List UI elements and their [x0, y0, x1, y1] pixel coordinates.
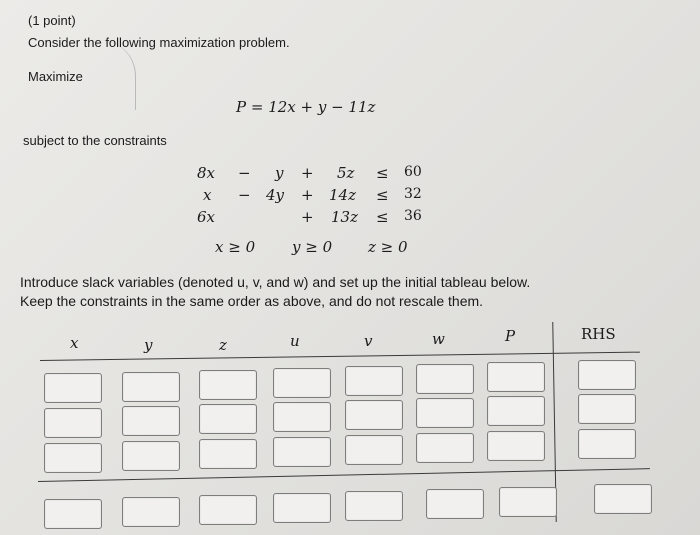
tableau-cell-r1-p[interactable]	[487, 362, 545, 392]
tableau-cell-r1-v[interactable]	[345, 366, 403, 396]
tableau-cell-r4-p[interactable]	[499, 487, 557, 517]
tableau-header-rule	[40, 352, 640, 361]
tableau-cell-r2-z[interactable]	[199, 404, 257, 434]
constraint-1-op-2: +	[301, 164, 314, 182]
tableau-cell-r1-y[interactable]	[122, 372, 180, 402]
tableau-cell-r2-v[interactable]	[345, 400, 403, 430]
tableau-cell-r4-u[interactable]	[273, 493, 331, 523]
constraint-1-relation: ≤	[376, 164, 389, 182]
tableau-cell-r3-w[interactable]	[416, 433, 474, 463]
nonneg-y: y ≥ 0	[292, 238, 333, 256]
tableau-cell-r4-y[interactable]	[122, 497, 180, 527]
constraint-2-relation: ≤	[376, 186, 389, 204]
constraint-1-term-1: 8x	[197, 164, 216, 182]
constraint-2-term-3: 14z	[329, 186, 356, 204]
tableau-header-rhs: RHS	[581, 325, 616, 343]
tableau-header-y: y	[144, 336, 153, 354]
tableau-cell-r3-p[interactable]	[487, 431, 545, 461]
constraint-1-op-1: −	[238, 164, 251, 182]
constraint-3-term-1: 6x	[197, 208, 216, 226]
tableau-cell-r2-p[interactable]	[487, 396, 545, 426]
constraint-2-term-2: 4y	[266, 186, 285, 204]
tableau-cell-r2-u[interactable]	[273, 402, 331, 432]
maximize-label: Maximize	[28, 69, 83, 84]
tableau-cell-r3-u[interactable]	[273, 437, 331, 467]
tableau-cell-r2-x[interactable]	[44, 408, 102, 438]
problem-intro: Consider the following maximization problem.	[28, 35, 290, 50]
constraint-2-rhs: 32	[404, 186, 422, 202]
constraint-2-op-2: +	[301, 186, 314, 204]
constraint-3-rhs: 36	[404, 208, 422, 224]
tableau-header-w: w	[432, 330, 445, 348]
tableau-header-x: x	[70, 334, 79, 352]
instructions-line-2: Keep the constraints in the same order as above, and do not rescale them.	[20, 293, 484, 309]
tableau-cell-r4-rhs[interactable]	[594, 484, 652, 514]
tableau-cell-r3-y[interactable]	[122, 441, 180, 471]
constraint-3-relation: ≤	[376, 208, 389, 226]
tableau-cell-r1-u[interactable]	[273, 368, 331, 398]
tableau-cell-r4-x[interactable]	[44, 499, 102, 529]
tableau-cell-r1-x[interactable]	[44, 373, 102, 403]
tableau-cell-r4-v[interactable]	[345, 491, 403, 521]
constraint-3-op-2: +	[301, 208, 314, 226]
nonneg-z: z ≥ 0	[368, 238, 408, 256]
constraints-label: subject to the constraints	[23, 133, 167, 148]
tableau-cell-r2-y[interactable]	[122, 406, 180, 436]
tableau-cell-r3-x[interactable]	[44, 443, 102, 473]
constraint-3-term-3: 13z	[331, 208, 358, 226]
tableau-cell-r3-z[interactable]	[199, 439, 257, 469]
constraint-1-term-3: 5z	[337, 164, 355, 182]
constraint-2-op-1: −	[238, 186, 251, 204]
points-label: (1 point)	[28, 13, 76, 28]
tableau-cell-r2-w[interactable]	[416, 398, 474, 428]
constraint-2-term-1: x	[203, 186, 212, 204]
tableau-cell-r4-w[interactable]	[426, 489, 484, 519]
constraint-1-term-2: y	[275, 164, 284, 182]
instructions-line-1: Introduce slack variables (denoted u, v, and w) and set up the initial tableau below.	[20, 274, 531, 290]
constraint-1-rhs: 60	[404, 164, 422, 180]
tableau-cell-r1-z[interactable]	[199, 370, 257, 400]
nonneg-x: x ≥ 0	[215, 238, 256, 256]
tableau-cell-r3-rhs[interactable]	[578, 429, 636, 459]
tableau-header-v: v	[364, 332, 373, 350]
tableau-header-z: z	[219, 336, 227, 354]
tableau-cell-r4-z[interactable]	[199, 495, 257, 525]
paper-glare	[100, 40, 136, 110]
tableau-header-u: u	[290, 332, 300, 350]
objective-equation: P = 12x + y − 11z	[236, 98, 376, 116]
tableau-cell-r1-rhs[interactable]	[578, 360, 636, 390]
tableau-header-p: P	[505, 327, 516, 345]
tableau-cell-r2-rhs[interactable]	[578, 394, 636, 424]
tableau-cell-r1-w[interactable]	[416, 364, 474, 394]
tableau-cell-r3-v[interactable]	[345, 435, 403, 465]
